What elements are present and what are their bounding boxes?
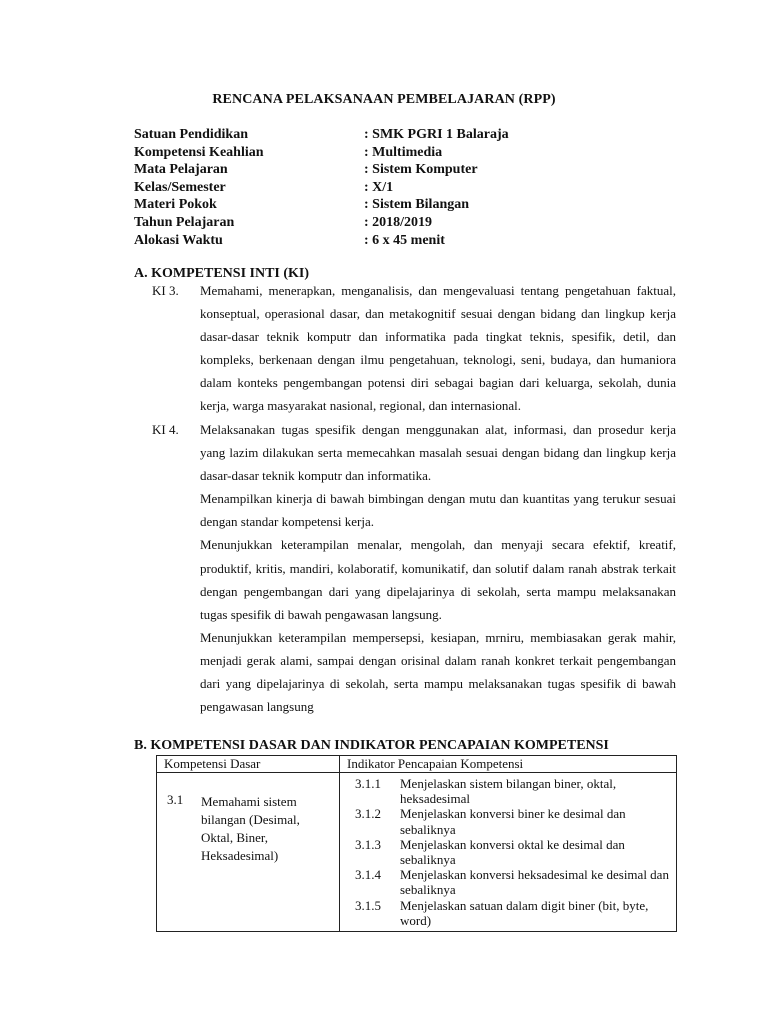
info-row-mapel	[134, 161, 694, 179]
info-row-tahun	[134, 214, 694, 232]
info-label: Kelas/Semester	[134, 179, 226, 195]
ki4-paragraph: Menunjukkan keterampilan menalar, mengolah, dan menyaji secara efektif, kreatif, produktif, kritis, mandiri, kolaboratif, komunikatif, dan solutif dalam ranah abstrak terkait dengan pengembangan dari yang dipelajarinya di sekolah, serta mampu melaksanakan tugas spesifik di bawah pengawasan langsung.	[200, 537, 676, 622]
info-value: : Sistem Bilangan	[364, 197, 470, 213]
list-item	[355, 776, 675, 806]
indikator-text: Menjelaskan konversi biner ke desimal dan sebaliknya	[400, 806, 626, 837]
info-label: Alokasi Waktu	[134, 232, 223, 248]
ki3-code: KI 3.	[152, 283, 179, 298]
section-a-heading: A. KOMPETENSI INTI (KI)	[134, 266, 310, 281]
ki4-block	[152, 418, 676, 718]
document-title: RENCANA PELAKSANAAN PEMBELAJARAN (RPP)	[212, 92, 556, 107]
indikator-list	[341, 774, 675, 930]
ki4-paragraph: Menunjukkan keterampilan mempersepsi, kesiapan, mrniru, membiasakan gerak mahir, menjadi gerak alami, sampai dengan orisinal dalam ranah konkret terkait pengembangan dari yang dipelajarinya di sekolah, serta mampu melaksanakan tugas spesifik di bawah pengawasan langsung	[200, 629, 676, 715]
kd-table	[156, 755, 677, 932]
kd-text: Memahami sistem bilangan (Desimal, Oktal, Biner, Heksadesimal)	[201, 794, 300, 863]
info-value: : 2018/2019	[364, 214, 433, 230]
ki4-code: KI 4.	[152, 422, 179, 437]
ki3-paragraph: Memahami, menerapkan, menganalisis, dan mengevaluasi tentang pengetahuan faktual, konseptual, operasional dasar, dan metakognitif sesuai dengan bidang dan lingkup kerja dasar-dasar teknik komputr dan informatika pada tingkat teknis, spesifik, detil, dan kompleks, berkenaan dengan ilmu pengetahuan, teknologi, seni, budaya, dan humaniora dalam konteks pengembangan potensi diri sebagai bagian dari keluarga, sekolah, dunia kerja, warga masyarakat nasional, regional, dan internasional.	[200, 283, 676, 414]
indikator-code: 3.1.3	[355, 836, 381, 852]
ki3-block	[152, 279, 676, 418]
indikator-code: 3.1.4	[355, 867, 381, 883]
info-label: Mata Pelajaran	[134, 162, 228, 178]
indikator-cell	[340, 773, 677, 932]
ki4-paragraph: Menampilkan kinerja di bawah bimbingan dengan mutu dan kuantitas yang terukur sesuai dengan standar kompetensi kerja.	[200, 491, 676, 530]
info-value: : 6 x 45 menit	[364, 232, 445, 248]
info-label: Kompetensi Keahlian	[134, 144, 264, 160]
indikator-text: Menjelaskan konversi oktal ke desimal dan sebaliknya	[400, 836, 625, 868]
kd-number: 3.1	[167, 792, 184, 807]
info-value: : SMK PGRI 1 Balaraja	[364, 127, 509, 142]
info-value: : Sistem Komputer	[364, 162, 478, 178]
indikator-text: Menjelaskan satuan dalam digit biner (bit, byte, word)	[400, 897, 649, 928]
table-row	[157, 773, 677, 932]
list-item	[355, 898, 675, 928]
info-row-alokasi	[134, 232, 694, 250]
list-item	[355, 867, 675, 897]
info-value: : X/1	[364, 179, 394, 195]
info-row-kompetensi	[134, 144, 694, 162]
col-header-kd: Kompetensi Dasar	[157, 756, 340, 773]
ki3-text	[200, 279, 676, 418]
ki4-paragraph: Melaksanakan tugas spesifik dengan menggunakan alat, informasi, dan prosedur kerja yang lazim dilakukan serta memecahkan masalah sesuai dengan bidang dan lingkup kerja dasar-dasar teknik komputr dan informatika.	[200, 422, 676, 484]
list-item	[355, 806, 675, 836]
info-label: Materi Pokok	[134, 197, 217, 213]
info-block	[134, 126, 694, 249]
table-header-row	[157, 756, 677, 773]
indikator-code: 3.1.5	[355, 897, 381, 913]
col-header-indikator: Indikator Pencapaian Kompetensi	[340, 756, 677, 773]
indikator-code: 3.1.2	[355, 806, 381, 822]
info-value: : Multimedia	[364, 144, 443, 160]
indikator-text: Menjelaskan sistem bilangan biner, oktal, heksadesimal	[400, 776, 617, 807]
info-row-kelas	[134, 179, 694, 197]
indikator-text: Menjelaskan konversi heksadesimal ke desimal dan sebaliknya	[400, 867, 669, 898]
info-label: Tahun Pelajaran	[134, 214, 235, 230]
info-row-satuan	[134, 126, 694, 144]
ki4-text	[200, 418, 676, 718]
kd-cell	[157, 773, 340, 932]
indikator-code: 3.1.1	[355, 776, 381, 791]
section-b-heading: B. KOMPETENSI DASAR DAN INDIKATOR PENCAPAIAN KOMPETENSI	[134, 738, 609, 753]
info-row-materi	[134, 196, 694, 214]
list-item	[355, 837, 675, 867]
info-label: Satuan Pendidikan	[134, 127, 248, 142]
